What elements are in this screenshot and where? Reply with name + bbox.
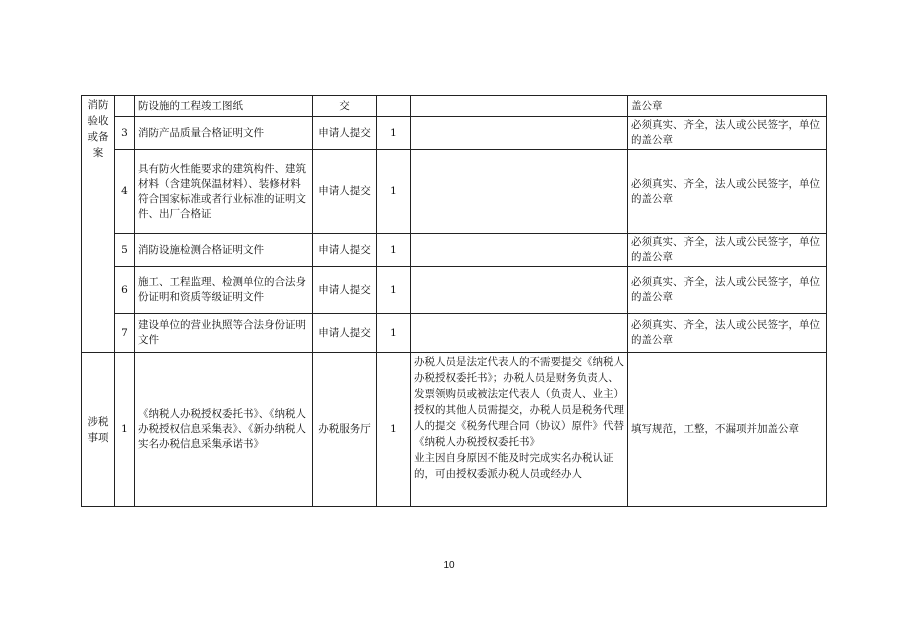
table-row <box>82 353 827 507</box>
material-source: 申请人提交 <box>313 150 377 234</box>
material-note <box>411 96 628 117</box>
material-note <box>411 314 628 353</box>
material-requirement: 必须真实、齐全，法人或公民签字，单位的盖公章 <box>628 314 827 353</box>
material-name: 《纳税人办税授权委托书》、《纳税人办税授权信息采集表》、《新办纳税人实名办税信息采集承诺书》 <box>135 353 313 507</box>
row-number: 1 <box>115 353 135 507</box>
material-name: 施工、工程监理、检测单位的合法身份证明和资质等级证明文件 <box>135 267 313 314</box>
table-row <box>82 117 827 150</box>
material-note <box>411 150 628 234</box>
material-name: 消防设施检测合格证明文件 <box>135 234 313 267</box>
material-requirement: 必须真实、齐全，法人或公民签字，单位的盖公章 <box>628 267 827 314</box>
material-source: 申请人提交 <box>313 267 377 314</box>
table-row <box>82 267 827 314</box>
table-row <box>82 150 827 234</box>
material-name: 消防产品质量合格证明文件 <box>135 117 313 150</box>
copy-count: 1 <box>377 117 411 150</box>
page-number: 10 <box>443 560 455 571</box>
table-row <box>82 234 827 267</box>
row-number: 5 <box>115 234 135 267</box>
material-requirement: 必须真实、齐全，法人或公民签字，单位的盖公章 <box>628 150 827 234</box>
material-note: 办税人员是法定代表人的不需要提交《纳税人办税授权委托书》；办税人员是财务负责人、发票领购员或被法定代表人（负责人、业主）授权的其他人员需提交，办税人员是税务代理人的提交《税务代理合同（协议）原件》代替《纳税人办税授权委托书》 业主因自身原因不能及时完成实名办税认证的，可由授权委派办税人员或经办人 <box>411 353 628 507</box>
copy-count: 1 <box>377 314 411 353</box>
copy-count: 1 <box>377 353 411 507</box>
copy-count: 1 <box>377 150 411 234</box>
material-source: 交 <box>313 96 377 117</box>
material-source: 办税服务厅 <box>313 353 377 507</box>
category-cell: 涉税事项 <box>82 353 115 507</box>
material-source: 申请人提交 <box>313 314 377 353</box>
material-name: 具有防火性能要求的建筑构件、建筑材料（含建筑保温材料）、装修材料符合国家标准或者行业标准的证明文件、出厂合格证 <box>135 150 313 234</box>
material-note <box>411 117 628 150</box>
materials-table <box>81 95 827 507</box>
copy-count: 1 <box>377 234 411 267</box>
material-requirement: 必须真实、齐全，法人或公民签字，单位的盖公章 <box>628 117 827 150</box>
material-name: 建设单位的营业执照等合法身份证明文件 <box>135 314 313 353</box>
material-name: 防设施的工程竣工图纸 <box>135 96 313 117</box>
material-requirement: 盖公章 <box>628 96 827 117</box>
material-note <box>411 234 628 267</box>
material-source: 申请人提交 <box>313 234 377 267</box>
table-row <box>82 314 827 353</box>
category-cell: 消防验收或备案 <box>82 96 115 353</box>
row-number: 6 <box>115 267 135 314</box>
copy-count: 1 <box>377 267 411 314</box>
table-row <box>82 96 827 117</box>
row-number: 3 <box>115 117 135 150</box>
material-requirement: 必须真实、齐全，法人或公民签字，单位的盖公章 <box>628 234 827 267</box>
material-source: 申请人提交 <box>313 117 377 150</box>
row-number: 7 <box>115 314 135 353</box>
row-number: 4 <box>115 150 135 234</box>
material-requirement: 填写规范，工整，不漏项并加盖公章 <box>628 353 827 507</box>
copy-count <box>377 96 411 117</box>
material-note <box>411 267 628 314</box>
row-number <box>115 96 135 117</box>
